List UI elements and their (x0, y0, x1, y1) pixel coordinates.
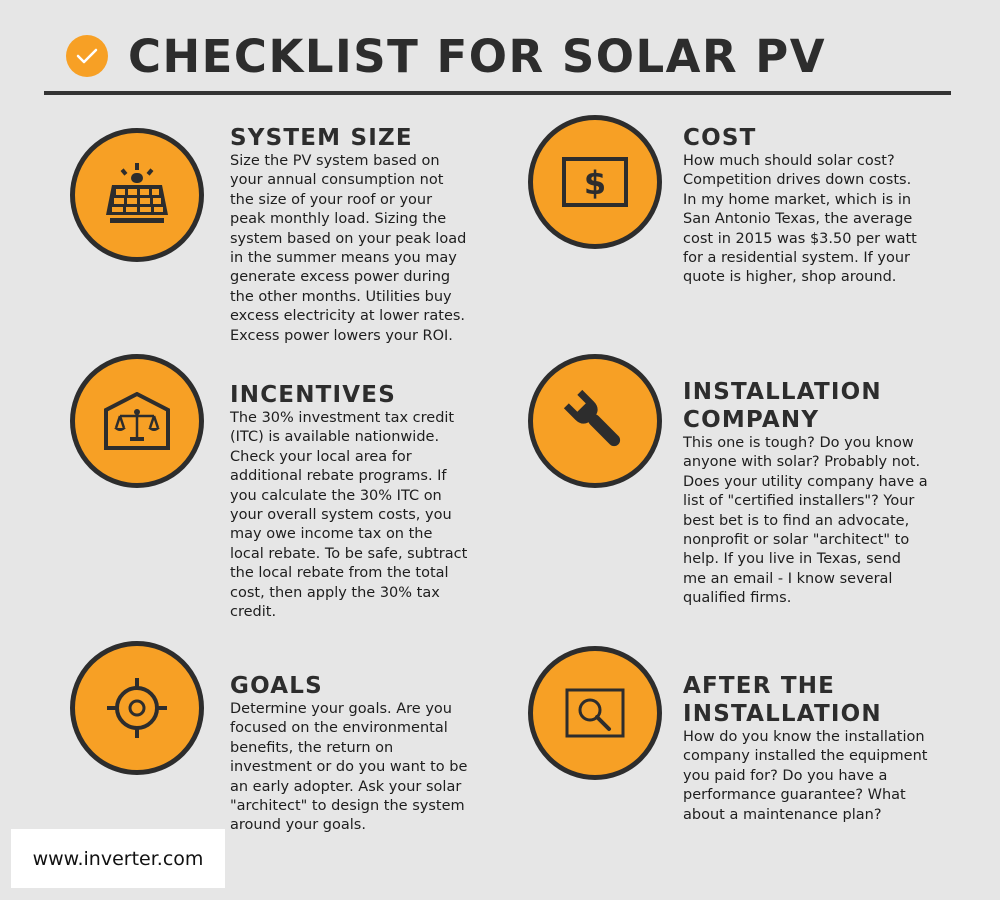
section-title: INCENTIVES (230, 382, 396, 408)
title-divider (44, 91, 951, 95)
section-cost (683, 124, 923, 288)
header (66, 26, 826, 86)
section-title-line2: INSTALLATION (683, 701, 882, 727)
section-title: GOALS (230, 673, 323, 699)
scales-icon (70, 354, 204, 488)
section-installation-company (683, 378, 928, 609)
section-goals (230, 672, 470, 836)
checkmark-icon (66, 35, 108, 77)
wrench-icon (528, 354, 662, 488)
section-title-line2: COMPANY (683, 407, 820, 433)
section-incentives (230, 381, 470, 622)
section-body: The 30% investment tax credit (ITC) is available nationwide. Check your local area for additional rebate programs. If you calculate the 30% ITC on your overall system costs, you may owe income tax on the local rebate. To be safe, subtract the local rebate from the total cost, then apply the 30% tax credit. (230, 410, 468, 621)
section-body: Size the PV system based on your annual consumption not the size of your roof or your peak monthly load. Sizing the system based on your peak load in the summer means you may generate excess power during the other months. Utilities buy excess electricity at lower rates. Excess power lowers your ROI. (230, 153, 467, 344)
watermark (11, 829, 225, 888)
section-body: This one is tough? Do you know anyone with solar? Probably not. Does your utility company have a list of "certified installers"? Your best bet is to find an advocate, nonprofit or solar "architect" to help. If you live in Texas, send me an email - I know several qualified firms. (683, 435, 928, 607)
section-after-installation (683, 672, 928, 825)
section-body: How much should solar cost? Competition drives down costs. In my home market, which is in San Antonio Texas, the average cost in 2015 was $3.50 per watt for a residential system. If your quote is higher, shop around. (683, 153, 917, 286)
magnifier-icon (528, 646, 662, 780)
dollar-icon (528, 115, 662, 249)
section-title-line1: AFTER THE (683, 673, 836, 699)
svg-text:$: $ (583, 164, 607, 202)
section-system-size (230, 124, 470, 346)
section-title-line1: INSTALLATION (683, 379, 882, 405)
page-title: CHECKLIST FOR SOLAR PV (128, 29, 827, 83)
solar-panel-icon (70, 128, 204, 262)
section-title: COST (683, 125, 757, 151)
watermark-text: www.inverter.com (32, 847, 204, 870)
section-body: Determine your goals. Are you focused on the environmental benefits, the return on investment or do you want to be an early adopter. Ask your solar "architect" to design the system around your goals. (230, 701, 468, 834)
section-title: SYSTEM SIZE (230, 125, 413, 151)
target-icon (70, 641, 204, 775)
section-body: How do you know the installation company installed the equipment you paid for? Do you have a performance guarantee? What about a maintenance plan? (683, 729, 928, 823)
